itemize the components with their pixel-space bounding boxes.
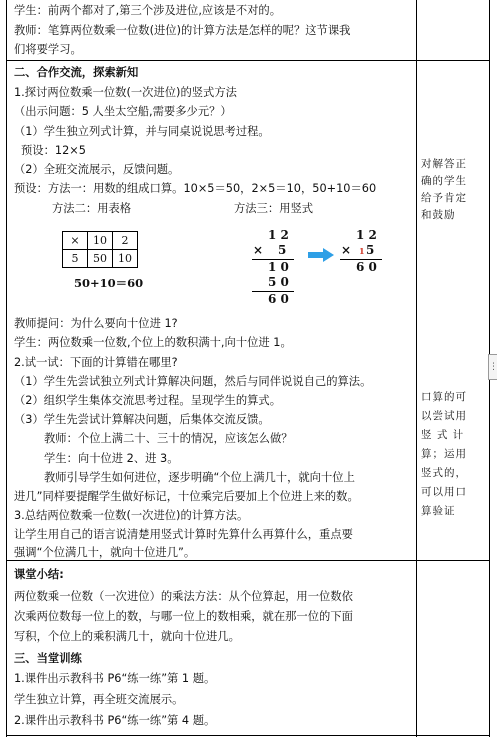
method-three-label: 方法三：用竖式	[234, 202, 314, 215]
text-line: （2）组织学生集体交流思考过程。呈现学生的算式。	[14, 394, 282, 407]
text-line: （出示问题：5 人坐太空船,需要多少元？）	[14, 105, 232, 118]
text-line: （1）学生独立列式计算，并与同桌说说思考过程。	[14, 125, 270, 138]
vertical-sum: 6 0	[356, 260, 377, 274]
side-note-1	[421, 156, 467, 224]
section-heading: 二、合作交流，探索新知	[14, 66, 139, 79]
text-line: 教师：个位上满二十、三十的情况，应该怎么做？	[44, 432, 293, 445]
text-line: 1.探讨两位数乘一位数(一次进位)的竖式方法	[14, 86, 237, 99]
vertical-partial: 5 0	[268, 275, 289, 289]
text-line: （2）全班交流展示，反馈问题。	[14, 163, 180, 176]
text-line: 预设：12×5	[21, 144, 86, 157]
side-note-line: 和鼓励	[421, 209, 456, 221]
text-line: 教师：笔算两位数乘一位数(进位)的计算方法是怎样的呢？这节课我	[14, 24, 351, 37]
vertical-partial: 1 0	[268, 260, 289, 274]
multiplication-table	[62, 231, 138, 268]
side-note-line: 算；运用	[421, 448, 467, 460]
vertical-times-sign: ×	[253, 243, 264, 257]
text-line: 2.课件出示教科书 P6“练一练”第 4 题。	[14, 714, 216, 727]
text-line: 2.试一试：下面的计算错在哪里?	[14, 356, 178, 369]
table-border-bottom	[6, 735, 490, 736]
side-note-line: 对解答正	[421, 158, 467, 170]
vertical-multiplicand: 1 2	[268, 228, 289, 242]
vertical-multiplier: 5	[278, 243, 287, 257]
table-cell: 50	[88, 250, 113, 268]
text-line: 进几”同样要提醒学生做好标记，十位乘完后要加上个位进上来的数。	[14, 490, 359, 503]
table-cell: 10	[113, 250, 138, 268]
vertical-multiplicand: 1 2	[356, 228, 377, 242]
summary-heading: 课堂小结:	[14, 568, 64, 581]
side-note-line: 给予肯定	[421, 192, 467, 204]
text-line: （1）学生先尝试独立列式计算解决问题，然后与同伴说说自己的算法。	[14, 375, 372, 388]
text-line: 3.总结两位数乘一位数(一次进位)的计算方法。	[14, 509, 249, 522]
carry-mark: 1	[359, 246, 365, 256]
text-line: 教师提问：为什么要向十位进 1?	[14, 317, 178, 330]
document-page	[6, 0, 490, 737]
table-border-left	[6, 0, 7, 737]
side-note-line: 竖 式 计	[421, 429, 465, 441]
side-note-line: 竖式的，	[421, 467, 467, 479]
vertical-multiplier: 5	[366, 243, 375, 257]
text-line: 预设：方法一：用数的组成口算。10×5＝50，2×5＝10，50+10＝60	[14, 182, 377, 195]
side-note-2	[421, 388, 467, 521]
text-line: 们将要学习。	[14, 43, 82, 56]
table-total: 50+10＝60	[74, 276, 144, 290]
text-line: 写积，个位上的乘积满几十，就向十位进几。	[14, 630, 240, 643]
text-line: 学生独立计算，再全班交流展示。	[14, 693, 184, 706]
text-line: 让学生用自己的语言说清楚用竖式计算时先算什么再算什么，重点要	[14, 528, 353, 541]
vertical-sum: 6 0	[268, 292, 289, 306]
side-note-line: 口算的可	[421, 391, 467, 403]
row-divider-2	[6, 560, 490, 561]
text-line: 学生：两位数乘一位数,个位上的数积满十,向十位进 1。	[14, 336, 292, 349]
side-note-line: 算验证	[421, 505, 456, 517]
side-note-line: 可以用口	[421, 486, 467, 498]
arrow-right-icon	[308, 248, 334, 262]
table-op: ×	[63, 232, 88, 250]
vertical-times-sign: ×	[341, 243, 352, 257]
text-line: 学生：前两个都对了,第三个涉及进位,应该是不对的。	[14, 4, 282, 17]
side-note-line: 确的学生	[421, 175, 467, 187]
text-line: 两位数乘一位数（一次进位）的乘法方法：从个位算起，用一位数依	[14, 590, 353, 603]
text-line: （3）学生先尝试计算解决问题，后集体交流反馈。	[14, 413, 270, 426]
scroll-handle[interactable]: ⋮	[488, 354, 497, 380]
text-line: 强调“个位满几十，就向十位进几”。	[14, 546, 196, 559]
table-cell: 5	[63, 250, 88, 268]
method-two-label: 方法二：用表格	[52, 202, 132, 215]
table-head: 2	[113, 232, 138, 250]
section-heading: 三、当堂训练	[14, 652, 82, 665]
side-note-line: 以尝试用	[421, 410, 467, 422]
text-line: 教师引导学生如何进位，逐步明确“个位上满几十，就向十位上	[44, 471, 355, 484]
column-divider	[416, 0, 417, 737]
text-line: 学生：向十位进 2、进 3。	[44, 452, 179, 465]
row-divider-1	[6, 60, 490, 61]
table-head: 10	[88, 232, 113, 250]
text-line: 次乘两位数每一位上的数，与哪一位上的数相乘，就在那一位的下面	[14, 610, 353, 623]
text-line: 1.课件出示教科书 P6“练一练”第 1 题。	[14, 672, 216, 685]
